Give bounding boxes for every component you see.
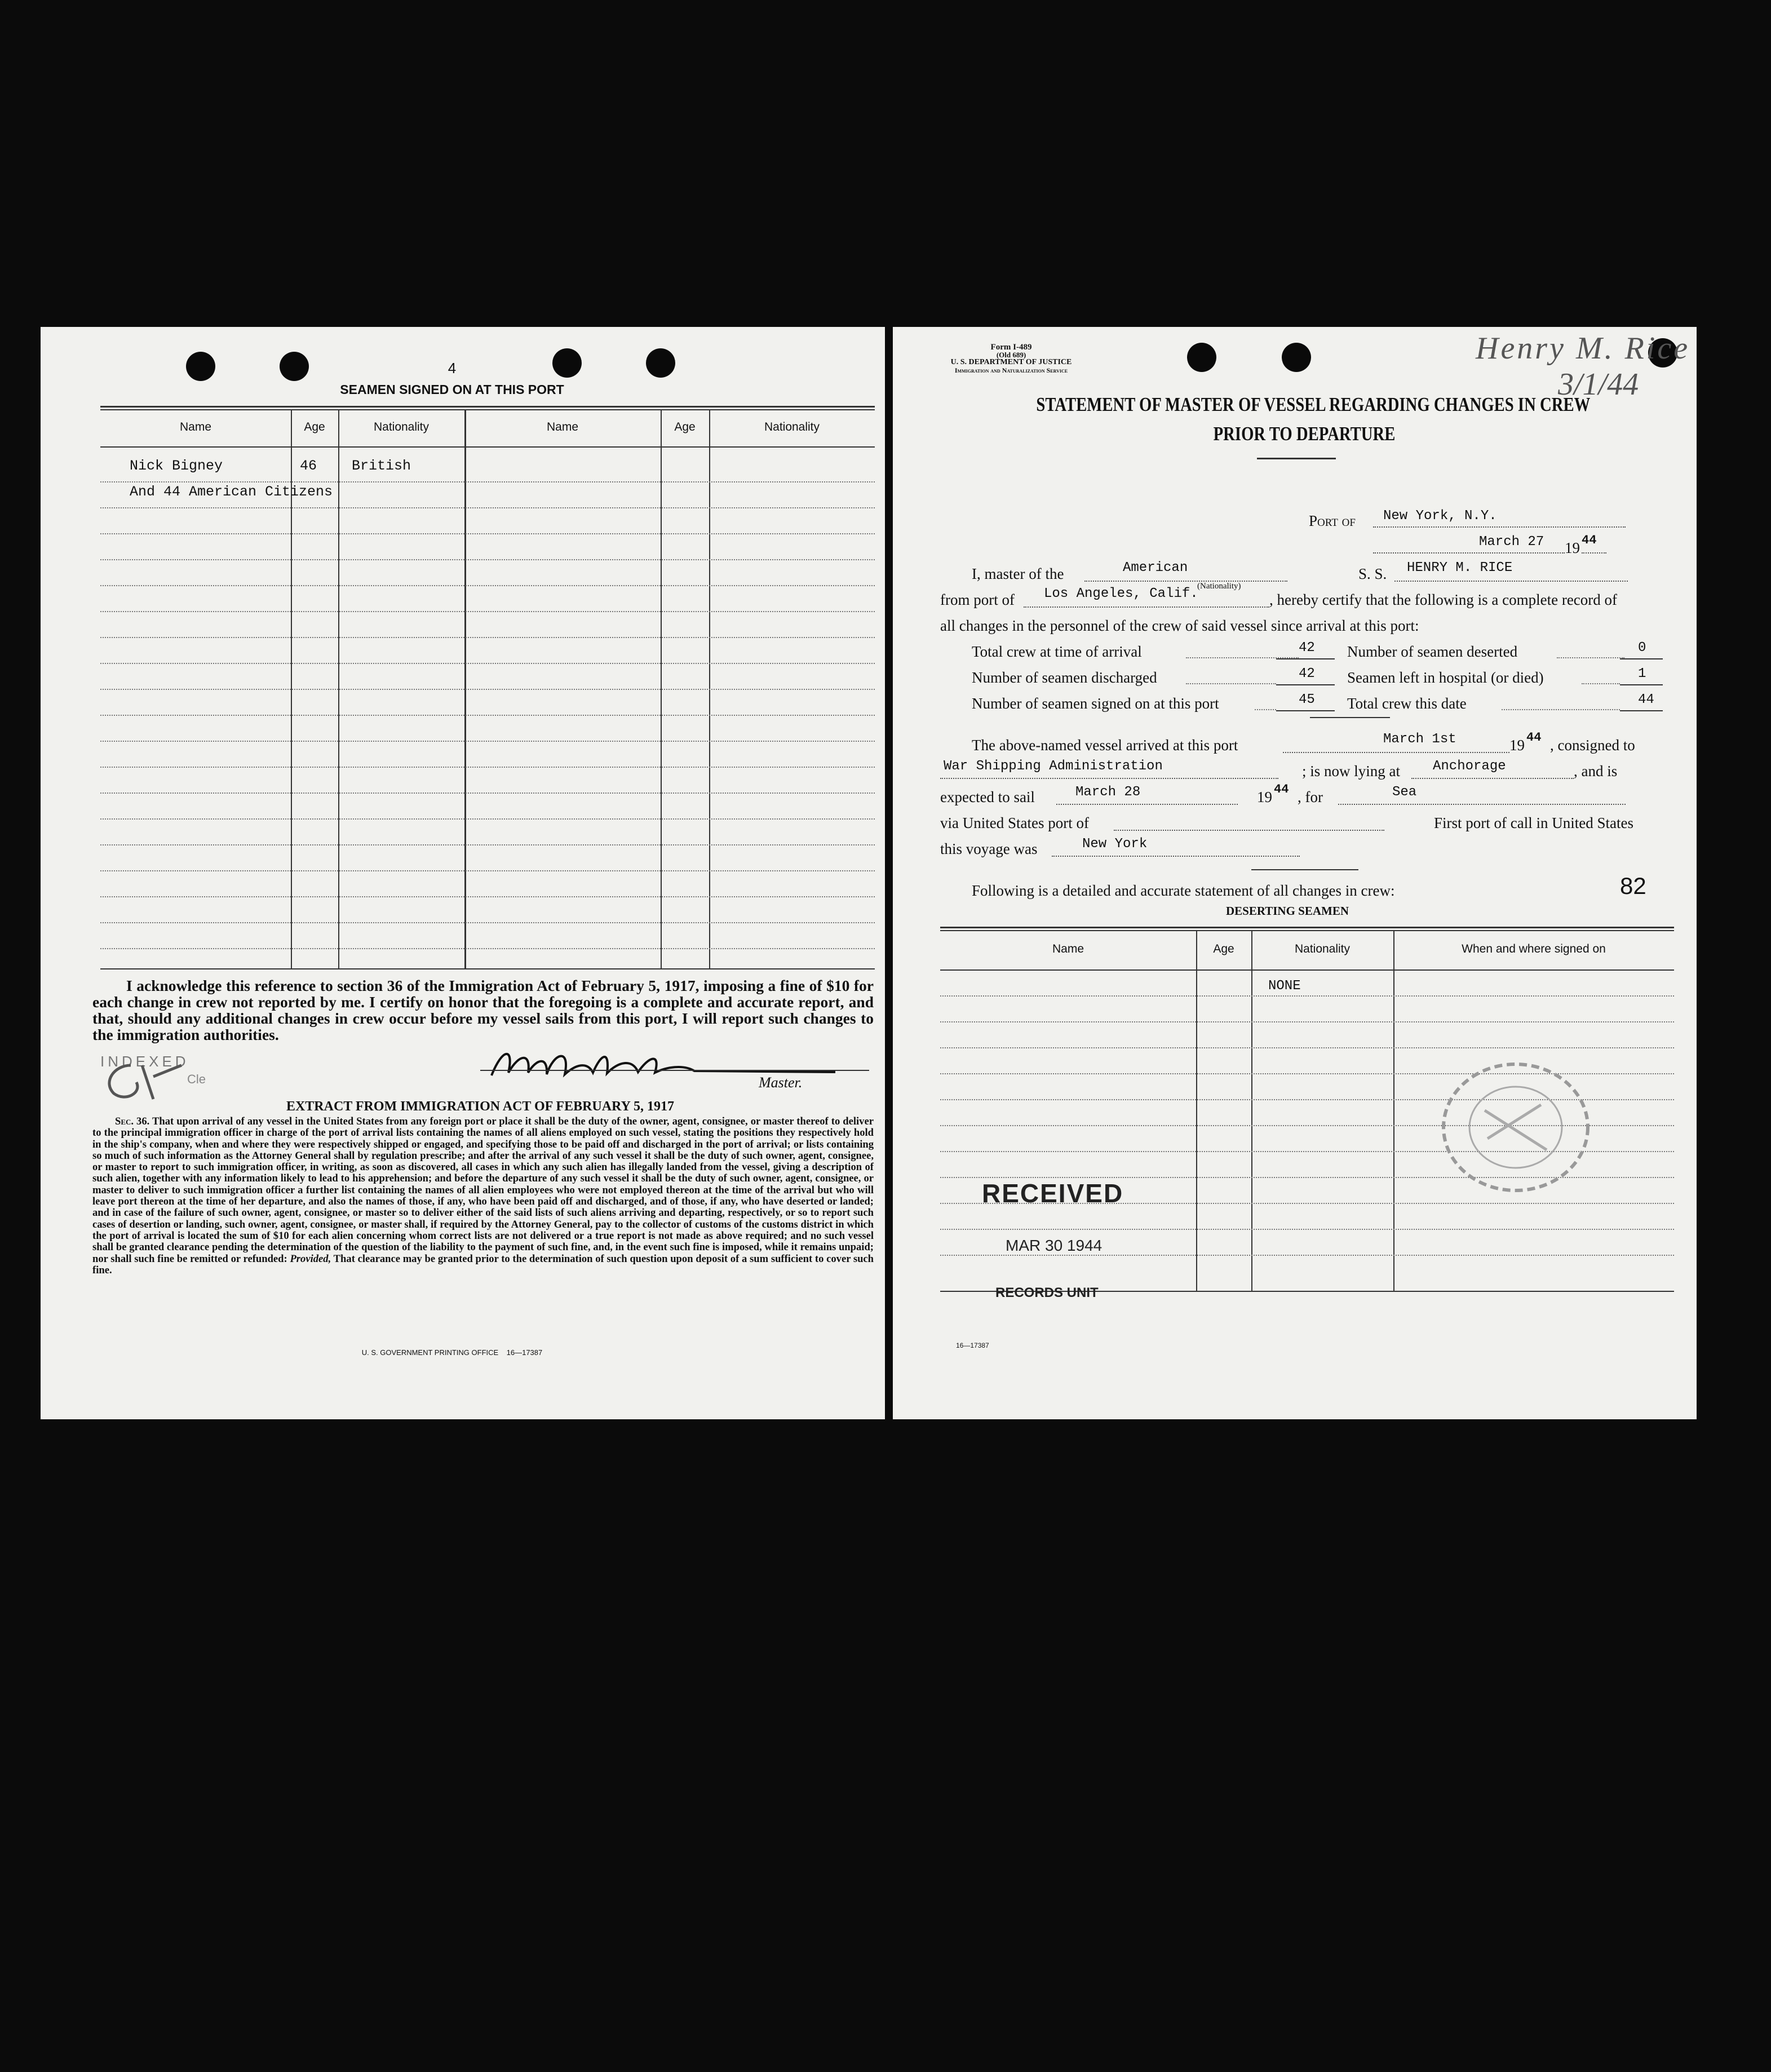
following-label: Following is a detailed and accurate statement of all changes in crew: [972,882,1395,899]
right-page [893,327,1697,1419]
voyage-label: this voyage was [940,840,1038,857]
acknowledgment-text: I acknowledge this reference to section 36 of the Immigration Act of February 5, 1917, imposing a fine of $10 for each change in crew not reported by me. I certify on honor that the foregoing is a complete and accurate report, and that, should any additional changes in crew occur before my vessel sails from this port, I will report such changes to the immigration authorities. [92,977,874,1043]
nationality-note: (Nationality) [1197,582,1241,591]
deserting-entry: NONE [1268,979,1301,994]
col-header-name: Name [546,420,579,433]
extract-sec: Sec. 36. [115,1115,150,1127]
handwritten-date: 3/1/44 [1558,367,1639,402]
col-header-name: Name [179,420,212,433]
col-header-age: Age [674,420,696,433]
page-number-hand: 82 [1620,873,1646,899]
col-header-age: Age [304,420,325,433]
deserting-title: DESERTING SEAMEN [1225,904,1349,918]
destination: Sea [1392,785,1417,800]
via-label: via United States port of [940,814,1089,831]
and-is-label: , and is [1574,763,1618,780]
indexed-stamp: INDEXED [100,1053,189,1070]
year-prefix: 19 [1565,539,1580,556]
form-title-line2: PRIOR TO DEPARTURE [1213,423,1396,445]
desert-col-age: Age [1213,942,1234,955]
seaman-name: And 44 American Citizens [130,484,333,500]
page-number: 4 [448,360,457,377]
form-old: (Old 689) [996,351,1026,359]
stat-value: 42 [1299,666,1315,681]
seaman-age: 46 [300,458,317,474]
arrived-value: March 1st [1383,732,1456,747]
punch-hole [1282,343,1311,372]
year-value: 44 [1582,533,1597,547]
expected-label: expected to sail [940,789,1035,805]
punch-hole [1187,343,1216,372]
postmark-stamp [1434,1054,1597,1201]
service: Immigration and Naturalization Service [954,366,1068,374]
sail-year-prefix: 19 [1257,789,1272,805]
lying-value: Anchorage [1433,759,1506,774]
stat-label: Number of seamen signed on at this port [972,695,1219,712]
arrived-label: The above-named vessel arrived at this port [972,737,1238,754]
seaman-name: Nick Bigney [130,458,223,474]
stat-value: 42 [1299,640,1315,656]
certify-text-2: all changes in the personnel of the crew of said vessel since arrival at this port: [940,617,1419,634]
extract-body: That upon arrival of any vessel in the United States from any foreign port or place it shall be the duty of the owner, agent, consignee, or master thereof to deliver to the principal immigration officer in charge of the port of arrival lists containing the names of all aliens employed on such vessel, stating the positions they respectively hold in the ship's company, when and where they were respectively shipped or engaged, and specifying those to be paid off and discharged in the port of arrival; or lists containing so much of such information as the Attorney General shall by regulation prescribe; and after the arrival of any such vessel it shall be the duty of such owner, agent, consignee, or master to report to such immigration officer, in writing, as soon as discovered, all cases in which any such alien has illegally landed from the vessel, giving a description of such alien, together with any information likely to lead to his apprehension; and before the departure of any such vessel it shall be the duty of such owner, agent, consignee, or master to deliver to such immigration officer a further list containing the names of all alien employees who were not employed thereon at the time of the arrival but who will leave port thereon at the time of her departure, and also the names of those, if any, who have been paid off and discharged, and of those, if any, who have deserted or landed; and in case of the failure of such owner, agent, consignee, or master so to deliver either of the said lists of such aliens arriving and departing, respectively, or so to report such cases of desertion or landing, such owner, agent, consignee, or master shall, if required by the Attorney General, pay to the collector of customs of the customs district in which the port of arrival is located the sum of $10 for each alien concerning whom correct lists are not delivered or a true report is not made as above required; and no such vessel shall be granted clearance pending the determination of the question of the liability to the payment of such fine, and, in the event such fine is imposed, while it remains unpaid; nor shall such fine be remitted or refunded: [92,1115,874,1265]
indexed-checkmark [91,1054,187,1110]
punch-hole [280,352,309,381]
extract-provided: Provided, [290,1252,331,1265]
consignee-value: War Shipping Administration [944,759,1163,774]
consigned-label: , consigned to [1550,737,1635,754]
ship-value: HENRY M. RICE [1407,560,1513,575]
arrived-year-prefix: 19 [1509,737,1525,754]
lying-label: ; is now lying at [1302,763,1400,780]
department: U. S. DEPARTMENT OF JUSTICE [950,358,1072,366]
sail-year: 44 [1274,782,1289,796]
arrived-year: 44 [1526,730,1542,745]
form-title-line1: STATEMENT OF MASTER OF VESSEL REGARDING CHANGES IN CREW [1036,393,1591,415]
first-port-label: First port of call in United States [1434,814,1633,831]
desert-col-nationality: Nationality [1294,942,1351,955]
stat-value: 45 [1299,692,1315,707]
master-of-label: I, master of the [972,565,1064,582]
form-number: Form I-489 [990,343,1032,352]
desert-col-signed: When and where signed on [1462,942,1606,955]
for-label: , for [1298,789,1323,805]
printer-line: U. S. GOVERNMENT PRINTING OFFICE 16—17387 [361,1348,543,1357]
received-date: MAR 30 1944 [1006,1237,1103,1254]
master-label: Master. [759,1074,803,1091]
stat-value: 0 [1638,640,1646,656]
date-value: March 27 [1479,534,1544,550]
port-label: Port of [1309,512,1356,529]
from-port-label: from port of [940,591,1015,608]
nationality-value: American [1123,560,1188,575]
extract-text [92,1116,874,1276]
stat-label: Number of seamen discharged [972,669,1157,686]
col-header-nationality: Nationality [373,420,430,433]
stat-value: 44 [1638,692,1654,707]
extract-title: EXTRACT FROM IMMIGRATION ACT OF FEBRUARY 5, 1917 [286,1099,675,1114]
stat-value: 1 [1638,666,1646,681]
handwritten-name: Henry M. Rice [1476,331,1690,366]
stat-label: Total crew at time of arrival [972,643,1142,660]
from-port-value: Los Angeles, Calif. [1044,586,1198,601]
left-page [41,327,885,1419]
records-unit: RECORDS UNIT [995,1285,1099,1300]
stat-label: Number of seamen deserted [1347,643,1518,660]
seaman-nationality: British [352,458,411,474]
sail-date: March 28 [1075,785,1141,800]
ss-label: S. S. [1358,565,1387,582]
certify-text: , hereby certify that the following is a complete record of [1269,591,1618,608]
punch-hole [186,352,215,381]
received-stamp: RECEIVED [982,1179,1124,1208]
punch-hole [552,348,582,378]
port-value: New York, N.Y. [1383,508,1497,524]
stat-label: Total crew this date [1347,695,1467,712]
extract-end: That clearance may be granted prior to the determination of such question upon deposit of a sum sufficient to cover such fine. [92,1252,874,1276]
desert-col-name: Name [1052,942,1084,955]
voyage-value: New York [1082,836,1148,852]
table-title: SEAMEN SIGNED ON AT THIS PORT [340,382,564,397]
indexed-stamp-sub: Cle [187,1072,206,1086]
col-header-nationality: Nationality [764,420,820,433]
stat-label: Seamen left in hospital (or died) [1347,669,1544,686]
form-code: 16—17387 [956,1342,989,1349]
punch-hole [646,348,675,378]
